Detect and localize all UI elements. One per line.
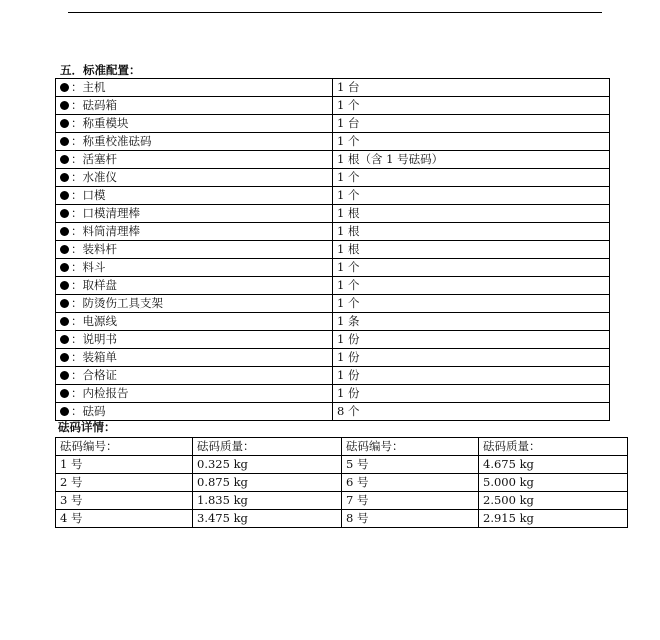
config-row (56, 205, 610, 223)
config-row (56, 169, 610, 187)
config-item-cell (56, 385, 333, 403)
bullet-icon (60, 137, 69, 146)
weights-header-cell: 砝码编号： (56, 438, 193, 456)
config-qty-cell: 8 个 (333, 403, 610, 421)
bullet-icon (60, 83, 69, 92)
section-heading: 五．标准配置： (60, 63, 141, 77)
config-item-cell (56, 223, 333, 241)
config-qty-cell: 1 份 (333, 367, 610, 385)
config-item-cell (56, 349, 333, 367)
bullet-icon (60, 119, 69, 128)
bullet-icon (60, 191, 69, 200)
config-item-name: 主机 (82, 80, 106, 94)
config-row (56, 277, 610, 295)
item-prefix: ： (71, 332, 83, 346)
weight-number-cell: 5 号 (342, 456, 479, 474)
bullet-icon (60, 227, 69, 236)
config-row (56, 241, 610, 259)
config-qty-cell: 1 份 (333, 349, 610, 367)
config-item-name: 电源线 (82, 314, 117, 328)
config-item-name: 说明书 (82, 332, 117, 346)
config-item-name: 称重校准砝码 (82, 134, 152, 148)
config-row (56, 349, 610, 367)
config-item-cell (56, 241, 333, 259)
config-item-name: 内检报告 (82, 386, 129, 400)
config-item-name: 料筒清理棒 (82, 224, 140, 238)
config-qty-cell: 1 个 (333, 295, 610, 313)
weight-mass-cell: 2.915 kg (479, 510, 628, 528)
config-row (56, 259, 610, 277)
weight-number-cell: 6 号 (342, 474, 479, 492)
config-qty-cell: 1 条 (333, 313, 610, 331)
config-row (56, 367, 610, 385)
weights-detail-table (55, 437, 628, 528)
config-item-name: 料斗 (82, 260, 106, 274)
config-row (56, 79, 610, 97)
weight-mass-cell: 0.325 kg (193, 456, 342, 474)
weights-row (56, 474, 628, 492)
config-qty-cell: 1 台 (333, 115, 610, 133)
weight-mass-cell: 2.500 kg (479, 492, 628, 510)
config-item-cell (56, 367, 333, 385)
bullet-icon (60, 335, 69, 344)
weight-number-cell: 4 号 (56, 510, 193, 528)
config-qty-cell: 1 个 (333, 187, 610, 205)
config-item-cell (56, 115, 333, 133)
config-qty-cell: 1 个 (333, 133, 610, 151)
weight-mass-cell: 1.835 kg (193, 492, 342, 510)
config-row (56, 115, 610, 133)
item-prefix: ： (71, 206, 83, 220)
config-row (56, 331, 610, 349)
config-item-cell (56, 187, 333, 205)
config-item-name: 口模 (82, 188, 106, 202)
bullet-icon (60, 263, 69, 272)
item-prefix: ： (71, 188, 83, 202)
config-item-name: 口模清理棒 (82, 206, 140, 220)
config-row (56, 97, 610, 115)
config-item-cell (56, 133, 333, 151)
weights-header-cell: 砝码编号： (342, 438, 479, 456)
weight-mass-cell: 0.875 kg (193, 474, 342, 492)
weight-number-cell: 8 号 (342, 510, 479, 528)
weight-number-cell: 2 号 (56, 474, 193, 492)
bullet-icon (60, 155, 69, 164)
bullet-icon (60, 209, 69, 218)
config-row (56, 187, 610, 205)
weight-mass-cell: 4.675 kg (479, 456, 628, 474)
bullet-icon (60, 407, 69, 416)
config-qty-cell: 1 根 (333, 205, 610, 223)
config-item-name: 砝码 (82, 404, 106, 418)
config-qty-cell: 1 个 (333, 259, 610, 277)
bullet-icon (60, 389, 69, 398)
item-prefix: ： (71, 152, 83, 166)
config-item-name: 活塞杆 (82, 152, 117, 166)
config-qty-cell: 1 个 (333, 97, 610, 115)
bullet-icon (60, 371, 69, 380)
item-prefix: ： (71, 368, 83, 382)
config-row (56, 223, 610, 241)
bullet-icon (60, 353, 69, 362)
config-item-cell (56, 295, 333, 313)
weights-header-cell: 砝码质量： (193, 438, 342, 456)
weights-row (56, 492, 628, 510)
weight-mass-cell: 3.475 kg (193, 510, 342, 528)
config-item-cell (56, 259, 333, 277)
item-prefix: ： (71, 242, 83, 256)
item-prefix: ： (71, 404, 83, 418)
config-item-name: 合格证 (82, 368, 117, 382)
weights-row (56, 456, 628, 474)
item-prefix: ： (71, 98, 83, 112)
header-rule (68, 12, 602, 13)
config-qty-cell: 1 根（含 1 号砝码） (333, 151, 610, 169)
config-item-name: 称重模块 (82, 116, 129, 130)
weight-number-cell: 7 号 (342, 492, 479, 510)
item-prefix: ： (71, 278, 83, 292)
config-qty-cell: 1 根 (333, 223, 610, 241)
item-prefix: ： (71, 386, 83, 400)
bullet-icon (60, 281, 69, 290)
config-qty-cell: 1 根 (333, 241, 610, 259)
weights-header-row (56, 438, 628, 456)
config-item-name: 装箱单 (82, 350, 117, 364)
config-item-cell (56, 403, 333, 421)
bullet-icon (60, 101, 69, 110)
weights-row (56, 510, 628, 528)
config-qty-cell: 1 份 (333, 385, 610, 403)
item-prefix: ： (71, 80, 83, 94)
item-prefix: ： (71, 314, 83, 328)
bullet-icon (60, 299, 69, 308)
config-item-name: 取样盘 (82, 278, 117, 292)
config-qty-cell: 1 台 (333, 79, 610, 97)
item-prefix: ： (71, 170, 83, 184)
item-prefix: ： (71, 116, 83, 130)
config-item-name: 装料杆 (82, 242, 117, 256)
config-item-cell (56, 169, 333, 187)
config-qty-cell: 1 份 (333, 331, 610, 349)
config-row (56, 295, 610, 313)
config-row (56, 385, 610, 403)
config-qty-cell: 1 个 (333, 169, 610, 187)
weight-mass-cell: 5.000 kg (479, 474, 628, 492)
config-qty-cell: 1 个 (333, 277, 610, 295)
weight-number-cell: 1 号 (56, 456, 193, 474)
bullet-icon (60, 317, 69, 326)
bullet-icon (60, 245, 69, 254)
config-item-cell (56, 151, 333, 169)
item-prefix: ： (71, 350, 83, 364)
config-item-cell (56, 313, 333, 331)
standard-config-table (55, 78, 610, 421)
config-item-name: 水准仪 (82, 170, 117, 184)
config-item-cell (56, 205, 333, 223)
config-row (56, 151, 610, 169)
item-prefix: ： (71, 134, 83, 148)
config-item-cell (56, 79, 333, 97)
config-row (56, 403, 610, 421)
item-prefix: ： (71, 224, 83, 238)
item-prefix: ： (71, 260, 83, 274)
weights-heading: 砝码详情： (58, 420, 116, 434)
bullet-icon (60, 173, 69, 182)
config-item-name: 砝码箱 (82, 98, 117, 112)
config-item-cell (56, 277, 333, 295)
config-row (56, 133, 610, 151)
item-prefix: ： (71, 296, 83, 310)
config-item-cell (56, 97, 333, 115)
weights-header-cell: 砝码质量： (479, 438, 628, 456)
weight-number-cell: 3 号 (56, 492, 193, 510)
config-item-cell (56, 331, 333, 349)
config-row (56, 313, 610, 331)
config-item-name: 防烫伤工具支架 (82, 296, 163, 310)
